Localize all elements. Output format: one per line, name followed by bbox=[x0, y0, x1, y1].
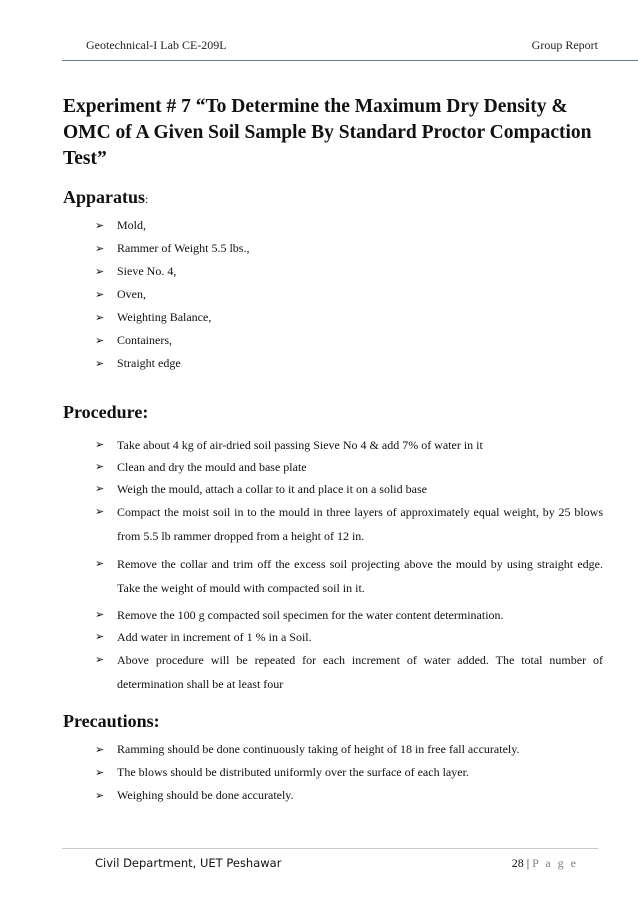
list-item-text: Sieve No. 4, bbox=[117, 264, 177, 278]
arrow-bullet-icon: ➢ bbox=[95, 357, 105, 370]
list-item bbox=[95, 329, 603, 352]
arrow-bullet-icon: ➢ bbox=[95, 505, 105, 518]
apparatus-heading-text: Apparatus bbox=[63, 187, 146, 207]
procedure-heading: Procedure: bbox=[63, 402, 149, 422]
apparatus-colon: : bbox=[145, 192, 149, 206]
list-item bbox=[95, 283, 603, 306]
header-course: Geotechnical-I Lab CE-209L bbox=[86, 38, 227, 52]
arrow-bullet-icon: ➢ bbox=[95, 743, 105, 756]
list-item bbox=[95, 260, 603, 283]
list-item-text: Above procedure will be repeated for each increment of water added. The total number of determination shall be at least four bbox=[117, 653, 603, 691]
list-item bbox=[95, 648, 603, 696]
list-item-text: Containers, bbox=[117, 333, 172, 347]
arrow-bullet-icon: ➢ bbox=[95, 630, 105, 643]
header-divider bbox=[62, 60, 638, 61]
list-item bbox=[95, 214, 603, 237]
page-separator: | bbox=[523, 856, 533, 870]
arrow-bullet-icon: ➢ bbox=[95, 219, 105, 232]
page-label: P a g e bbox=[532, 856, 578, 870]
page-number-value: 28 bbox=[511, 856, 524, 870]
list-item-text: Rammer of Weight 5.5 lbs., bbox=[117, 241, 250, 255]
arrow-bullet-icon: ➢ bbox=[95, 265, 105, 278]
list-item bbox=[95, 500, 603, 548]
arrow-bullet-icon: ➢ bbox=[95, 608, 105, 621]
list-item-text: Clean and dry the mould and base plate bbox=[117, 460, 307, 474]
list-item-text: Weighting Balance, bbox=[117, 310, 212, 324]
page-number bbox=[512, 856, 578, 871]
list-item bbox=[95, 604, 603, 626]
arrow-bullet-icon: ➢ bbox=[95, 438, 105, 451]
list-item-text: Weighing should be done accurately. bbox=[117, 788, 294, 802]
list-item bbox=[95, 784, 603, 807]
precautions-heading: Precautions: bbox=[63, 711, 160, 731]
list-item bbox=[95, 738, 603, 761]
header-report-type: Group Report bbox=[531, 38, 598, 52]
arrow-bullet-icon: ➢ bbox=[95, 557, 105, 570]
arrow-bullet-icon: ➢ bbox=[95, 482, 105, 495]
arrow-bullet-icon: ➢ bbox=[95, 789, 105, 802]
list-item bbox=[95, 352, 603, 375]
arrow-bullet-icon: ➢ bbox=[95, 242, 105, 255]
list-item bbox=[95, 456, 603, 478]
footer-department: Civil Department, UET Peshawar bbox=[95, 856, 282, 870]
list-item-text: Remove the 100 g compacted soil specimen for the water content determination. bbox=[117, 608, 504, 622]
list-item bbox=[95, 552, 603, 600]
precautions-list bbox=[95, 738, 603, 807]
list-item-text: Take about 4 kg of air-dried soil passing Sieve No 4 & add 7% of water in it bbox=[117, 438, 483, 452]
list-item bbox=[95, 761, 603, 784]
list-item bbox=[95, 626, 603, 648]
footer-divider bbox=[62, 848, 598, 849]
list-item-text: Weigh the mould, attach a collar to it and place it on a solid base bbox=[117, 482, 427, 496]
experiment-title: Experiment # 7 “To Determine the Maximum Dry Density & OMC of A Given Soil Sample By Standard Proctor Compaction Test” bbox=[63, 96, 592, 169]
list-item-text: Mold, bbox=[117, 218, 147, 232]
arrow-bullet-icon: ➢ bbox=[95, 311, 105, 324]
list-item bbox=[95, 478, 603, 500]
apparatus-list bbox=[95, 214, 603, 375]
list-item-text: The blows should be distributed uniformly over the surface of each layer. bbox=[117, 765, 469, 779]
list-item-text: Add water in increment of 1 % in a Soil. bbox=[117, 630, 312, 644]
arrow-bullet-icon: ➢ bbox=[95, 334, 105, 347]
list-item-text: Ramming should be done continuously taking of height of 18 in free fall accurately. bbox=[117, 742, 520, 756]
apparatus-heading bbox=[63, 187, 148, 208]
list-item-text: Straight edge bbox=[117, 356, 181, 370]
list-item bbox=[95, 306, 603, 329]
list-item bbox=[95, 237, 603, 260]
arrow-bullet-icon: ➢ bbox=[95, 460, 105, 473]
procedure-list bbox=[95, 434, 603, 700]
list-item bbox=[95, 434, 603, 456]
arrow-bullet-icon: ➢ bbox=[95, 288, 105, 301]
list-item-text: Compact the moist soil in to the mould in three layers of approximately equal weight, by 25 blows from 5.5 lb rammer dropped from a height of 12 in. bbox=[117, 505, 603, 543]
arrow-bullet-icon: ➢ bbox=[95, 653, 105, 666]
list-item-text: Remove the collar and trim off the excess soil projecting above the mould by using straight edge. Take the weight of mould with compacted soil in it. bbox=[117, 557, 603, 595]
list-item-text: Oven, bbox=[117, 287, 146, 301]
arrow-bullet-icon: ➢ bbox=[95, 766, 105, 779]
